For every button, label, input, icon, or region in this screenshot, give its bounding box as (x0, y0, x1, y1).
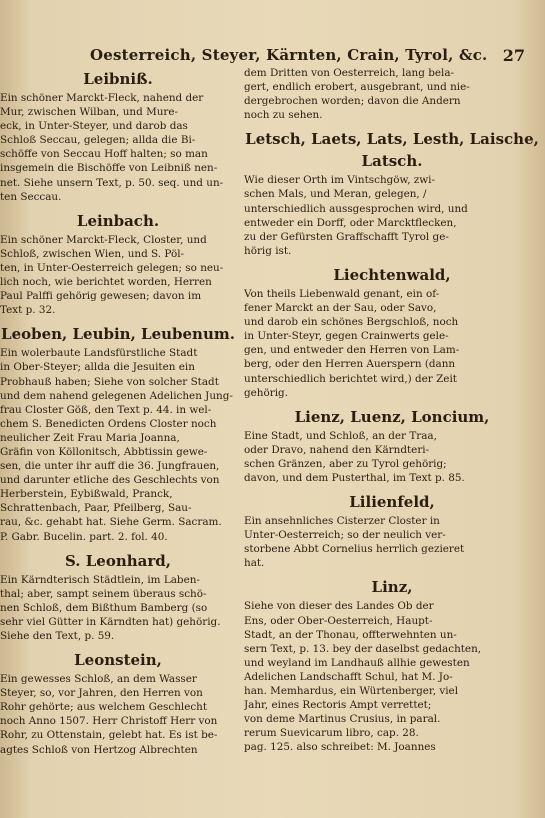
text-line: net. Siehe unsern Text, p. 50. seq. und un- (0, 176, 224, 189)
text-line: zu der Gefürsten Graffschafft Tyrol ge- (244, 230, 449, 243)
text-line: Stadt, an der Thonau, offterwehnten un- (244, 628, 457, 641)
text-line: Ein gewesses Schloß, an dem Wasser (0, 673, 197, 686)
text-line: hat. (244, 557, 265, 570)
left-column (0, 66, 236, 763)
place-entry (244, 66, 540, 122)
text-line: storbene Abbt Cornelius herrlich gezieret (244, 543, 465, 556)
text-line: Adelichen Landschafft Schul, hat M. Jo- (244, 670, 453, 683)
entry-body (244, 287, 540, 400)
text-line: entweder ein Dorff, oder Marcktflecken, (244, 216, 457, 229)
text-line: Ein schöner Marckt-Fleck, Closter, und (0, 233, 207, 246)
entry-heading: Letsch, Laets, Lats, Lesth, Laische, Latsch. (245, 130, 539, 171)
entry-body (244, 173, 540, 258)
text-line: Von theils Liebenwald genant, ein of- (244, 287, 440, 300)
text-line: Mur, zwischen Wilban, und Mure- (0, 106, 179, 119)
text-line: in Unter-Steyr, gegen Crainwerts gele- (244, 330, 449, 343)
text-line: Rohr, zu Ottenstain, gelebt hat. Es ist be- (0, 729, 218, 742)
text-line: schen Gränzen, aber zu Tyrol gehörig; (244, 457, 447, 470)
text-line: schöffe von Seccau Hoff halten; so man (0, 148, 208, 161)
text-line: Ens, oder Ober-Oesterreich, Haupt- (244, 614, 433, 627)
text-line: dem Dritten von Oesterreich, lang bela- (244, 67, 455, 79)
page-number: 27 (502, 46, 525, 65)
entry-body (0, 672, 236, 757)
entry-body (0, 233, 236, 318)
text-line: berg, oder den Herren Auerspern (dann (244, 358, 456, 371)
entry-body (0, 573, 236, 643)
text-line: Ein wolerbaute Landsfürstliche Stadt (0, 347, 198, 360)
text-line: dergebrochen worden; davon die Andern (244, 95, 461, 108)
text-line: oder Dravo, nahend den Kärndteri- (244, 443, 430, 456)
text-line: in Ober-Steyer; allda die Jesuiten ein (0, 361, 195, 374)
place-entry (244, 406, 540, 485)
entry-heading: Leonstein, (74, 651, 162, 670)
text-line: Eine Stadt, und Schloß, an der Traa, (244, 429, 437, 442)
entry-body (244, 599, 540, 754)
text-line: sehr viel Gütter in Kärndten hat) gehörig. (0, 615, 221, 628)
text-line: frau Closter Göß, den Text p. 44. in wel- (0, 403, 212, 416)
text-line: gert, endlich erobert, ausgebrant, und nie- (244, 81, 470, 94)
text-line: Gräfin von Köllonitsch, Abbtissin gewe- (0, 445, 208, 458)
right-column (244, 66, 540, 760)
text-line: davon, und dem Pusterthal, im Text p. 85. (244, 471, 465, 484)
place-entry (244, 576, 540, 754)
text-line: von deme Martinus Crusius, in paral. (244, 713, 441, 726)
text-line: Herberstein, Eybißwald, Pranck, (0, 488, 173, 501)
text-line: gen, und entweder den Herren von Lam- (244, 344, 460, 357)
entry-body (244, 429, 540, 485)
text-line: Paul Palffi gehörig gewesen; davon im (0, 290, 202, 303)
text-line: hörig ist. (244, 244, 292, 257)
text-line: Steyer, so, vor Jahren, den Herren von (0, 687, 203, 700)
text-line: ten, in Unter-Oesterreich gelegen; so neu- (0, 261, 224, 274)
text-line: Rohr gehörte; aus welchem Geschlecht (0, 701, 208, 714)
entry-heading: Lilienfeld, (349, 493, 435, 512)
text-line: lich noch, wie berichtet worden, Herren (0, 276, 212, 289)
text-line: Probhauß haben; Siehe von solcher Stadt (0, 375, 219, 388)
text-line: Ein schöner Marckt-Fleck, nahend der (0, 92, 204, 104)
entry-heading: S. Leonhard, (65, 551, 171, 570)
entry-body (0, 91, 236, 204)
text-line: ten Seccau. (0, 190, 62, 203)
text-line: Ein Kärndterisch Städtlein, im Laben- (0, 573, 200, 586)
text-line: Siehe den Text, p. 59. (0, 630, 115, 642)
text-line: rau, &c. gehabt hat. Siehe Germ. Sacram. (0, 516, 222, 529)
text-line: agtes Schloß von Hertzog Albrechten (0, 743, 198, 756)
text-line: fener Marckt an der Sau, oder Savo, (244, 302, 437, 315)
text-line: Schrattenbach, Paar, Pfeilberg, Sau- (0, 502, 192, 515)
text-line: Jahr, eines Rectoris Ampt verrettet; (244, 699, 432, 712)
text-line: schen Mals, und Meran, gelegen, / (244, 188, 427, 201)
running-title: Oesterreich, Steyer, Kärnten, Crain, Tyrol, &c. (90, 46, 488, 64)
text-line: und dem nahend gelegenen Adelichen Jung- (0, 389, 233, 402)
text-line: und darunter etliche des Geschlechts von (0, 474, 220, 487)
entry-body (0, 346, 236, 543)
text-line: gehörig. (244, 386, 288, 399)
text-line: Ein ansehnliches Cisterzer Closter in (244, 515, 440, 528)
text-line: noch zu sehen. (244, 109, 323, 122)
text-line: Text p. 32. (0, 304, 56, 317)
text-line: Unter-Oesterreich; so der neulich ver- (244, 529, 446, 542)
text-line: rerum Suevicarum libro, cap. 28. (244, 727, 419, 740)
text-line: eck, in Unter-Steyer, und darob das (0, 120, 188, 133)
text-line: P. Gabr. Bucelin. part. 2. fol. 40. (0, 530, 168, 543)
entry-heading: Lienz, Luenz, Loncium, (294, 407, 490, 426)
text-line: sen, die unter ihr auff die 36. Jungfrauen, (0, 460, 220, 473)
entry-heading: Liechtenwald, (333, 265, 451, 284)
text-line: pag. 125. also schreibet: M. Joannes (244, 741, 436, 754)
text-line: neulicher Zeit Frau Maria Joanna, (0, 431, 180, 444)
entry-heading: Leoben, Leubin, Leubenum. (1, 325, 235, 344)
text-line: und darob ein schönes Bergschloß, noch (244, 316, 459, 329)
text-line: thal; aber, sampt seinem überaus schö- (0, 587, 207, 600)
entry-heading: Leinbach. (76, 211, 160, 230)
place-entry (244, 491, 540, 570)
place-entry (0, 210, 236, 318)
text-line: han. Memhardus, ein Würtenberger, viel (244, 685, 459, 697)
place-entry (0, 68, 236, 204)
text-line: insgemein die Bischöffe von Leibniß nen- (0, 162, 218, 175)
text-line: und weyland im Landhauß allhie gewesten (244, 656, 470, 669)
entry-heading: Leibniß. (83, 70, 153, 88)
place-entry (0, 323, 236, 543)
place-entry (244, 264, 540, 400)
entry-body (244, 514, 540, 570)
text-line: Schloß Seccau, gelegen; allda die Bi- (0, 134, 196, 147)
text-line: Siehe von dieser des Landes Ob der (244, 600, 434, 613)
text-line: sern Text, p. 13. bey der daselbst gedachten, (244, 642, 482, 655)
text-line: unterschiedlich aussgesprochen wird, und (244, 202, 468, 215)
text-line: chem S. Benedicten Ordens Closter noch (0, 417, 217, 430)
text-line: Schloß, zwischen Wien, und S. Pöl- (0, 247, 185, 260)
place-entry (244, 128, 540, 258)
entry-body (244, 66, 540, 122)
text-line: unterschiedlich berichtet wird,) der Zeit (244, 372, 457, 385)
text-line: Wie dieser Orth im Vintschgöw, zwi- (244, 174, 436, 187)
place-entry (0, 550, 236, 643)
place-entry (0, 649, 236, 757)
text-line: noch Anno 1507. Herr Christoff Herr von (0, 715, 218, 728)
text-line: nen Schloß, dem Bißthum Bamberg (so (0, 601, 208, 614)
entry-heading: Linz, (371, 578, 413, 597)
